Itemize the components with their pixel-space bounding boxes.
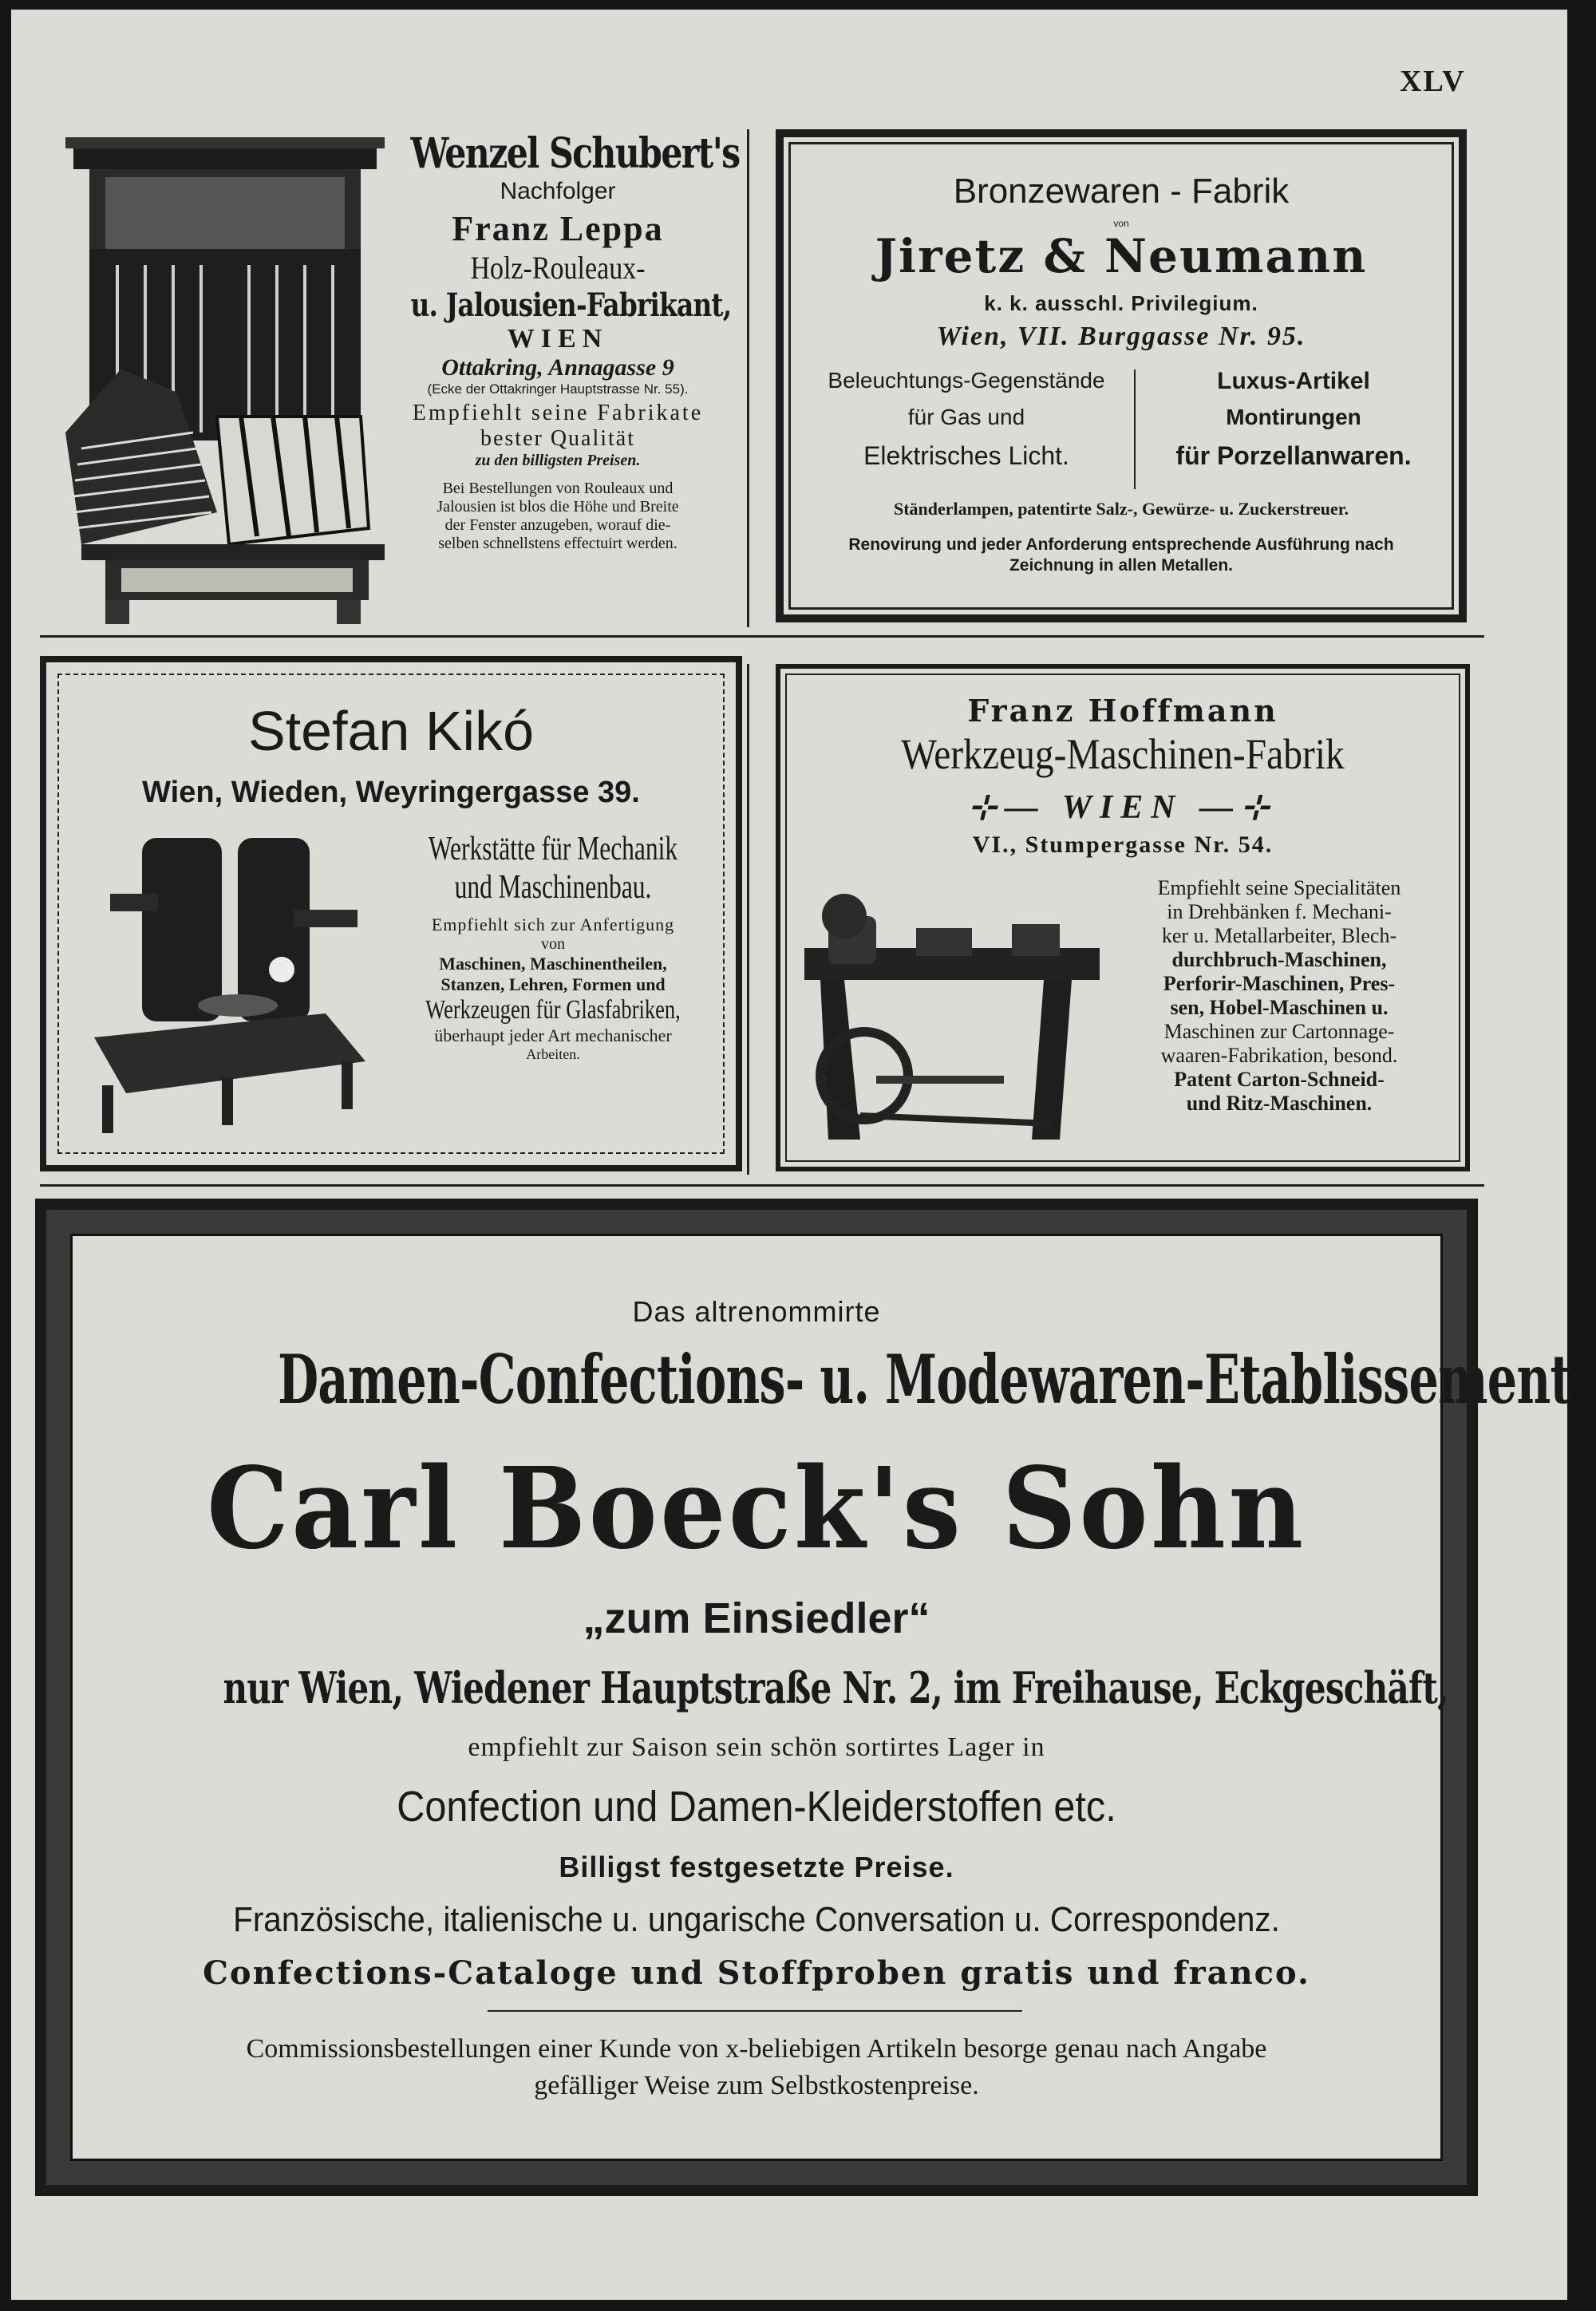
kiko-text	[381, 830, 725, 1063]
jiretz-inner-frame	[788, 142, 1454, 610]
boeck-catalogues: Confections-Cataloge und Stoffproben gratis und franco.	[203, 1954, 1310, 1992]
boeck-inner-panel	[70, 1234, 1572, 2161]
hoffmann-text8: waaren-Fabrikation, besond.	[1160, 1044, 1398, 1067]
schubert-note2: Jalousien ist blos die Höhe und Breite	[437, 498, 679, 516]
schubert-corner: (Ecke der Ottakringer Hauptstrasse Nr. 55).	[427, 381, 689, 397]
hoffmann-text3: ker u. Metallarbeiter, Blech-	[1161, 924, 1397, 947]
jiretz-right1: Luxus-Artikel	[1217, 368, 1370, 394]
boeck-recommend: empfiehlt zur Saison sein schön sortirtes Lager in	[468, 1732, 1045, 1762]
kiko-recommend: Empfiehlt sich zur Anfertigung	[431, 915, 675, 934]
lathe-illustration	[796, 884, 1108, 1156]
schubert-successor: Nachfolger	[500, 178, 616, 204]
jiretz-note2: Zeichnung in allen Metallen.	[1009, 556, 1234, 575]
hoffmann-text6: sen, Hobel-Maschinen u.	[1170, 996, 1389, 1019]
jiretz-right3: für Porzellanwaren.	[1175, 441, 1412, 470]
boeck-commission2: gefälliger Weise zum Selbstkostenpreise.	[534, 2071, 979, 2100]
machine-illustration	[78, 822, 381, 1141]
ad-hoffmann	[776, 664, 1470, 1171]
jiretz-address: Wien, VII. Burggasse Nr. 95.	[936, 322, 1306, 351]
hoffmann-text1: Empfiehlt seine Specialitäten	[1157, 876, 1401, 899]
schubert-product2: u. Jalousien-Fabrikant,	[410, 286, 732, 324]
left-ornament-icon: ⊹—	[968, 789, 1062, 826]
kiko-workshop1: Werkstätte für Mechanik	[428, 831, 678, 867]
schubert-product1: Holz-Rouleaux-	[470, 250, 646, 286]
kiko-address: Wien, Wieden, Weyringergasse 39.	[142, 776, 640, 809]
boeck-establishment: Damen-Confections- u. Modewaren-Etablissement	[278, 1340, 1572, 1419]
section-divider	[40, 635, 1484, 638]
jiretz-column-divider	[1134, 369, 1136, 489]
boeck-languages: Französische, italienische u. ungarische Conversation u. Correspondenz.	[233, 1900, 1280, 1939]
schubert-owner: Franz Leppa	[452, 209, 664, 248]
kiko-name: Stefan Kikó	[248, 700, 534, 762]
boeck-divider	[488, 2010, 1022, 2012]
boeck-commission1: Commissionsbestellungen einer Kunde von x-beliebigen Artikeln besorge genau nach Angabe	[246, 2034, 1267, 2064]
schubert-note4: selben schnellstens effectuirt werden.	[438, 535, 678, 552]
boeck-prices: Billigst festgesetzte Preise.	[559, 1851, 954, 1883]
hoffmann-text5: Perforir-Maschinen, Pres-	[1163, 972, 1396, 995]
page-number: XLV	[1400, 65, 1466, 98]
boeck-name: Carl Boeck's Sohn	[207, 1444, 1306, 1574]
jiretz-left2: für Gas und	[907, 405, 1025, 429]
hoffmann-text2: in Drehbänken f. Mechani-	[1167, 900, 1392, 923]
kiko-items3: Werkzeugen für Glasfabriken,	[425, 995, 681, 1025]
kiko-items5: Arbeiten.	[526, 1046, 580, 1062]
right-ornament-icon: —⊹	[1183, 789, 1278, 826]
hoffmann-text7: Maschinen zur Cartonnage-	[1163, 1020, 1395, 1043]
jiretz-right2: Montirungen	[1226, 405, 1361, 429]
kiko-items2: Stanzen, Lehren, Formen und	[440, 974, 666, 994]
boeck-sign: „zum Einsiedler“	[583, 1594, 930, 1642]
ad-boeck	[35, 1199, 1572, 2196]
column-divider	[747, 129, 749, 627]
schubert-title: Wenzel Schubert's	[410, 129, 740, 178]
schubert-city: WIEN	[507, 324, 609, 354]
page	[11, 10, 1572, 2300]
schubert-text	[378, 129, 740, 553]
jiretz-note1: Renovirung und jeder Anforderung entsprechende Ausführung nach	[848, 535, 1394, 554]
column-divider	[747, 664, 749, 1175]
boeck-goods: Confection und Damen-Kleiderstoffen etc.	[397, 1783, 1116, 1831]
hoffmann-name: Franz Hoffmann	[967, 693, 1278, 729]
schubert-recommend1: Empfiehlt seine Fabrikate	[412, 401, 704, 425]
hoffmann-city	[780, 787, 1465, 827]
ad-kiko	[40, 656, 742, 1171]
kiko-items4: überhaupt jeder Art mechanischer	[434, 1025, 672, 1045]
jiretz-von: von	[1113, 218, 1129, 229]
jiretz-left-column	[807, 368, 1126, 471]
hoffmann-title: Werkzeug-Maschinen-Fabrik	[901, 730, 1345, 778]
hoffmann-text	[1100, 876, 1459, 1116]
schubert-note3: der Fenster anzugeben, worauf die-	[444, 516, 671, 534]
jiretz-title: Bronzewaren - Fabrik	[953, 172, 1290, 211]
boeck-intro: Das altrenommirte	[632, 1295, 881, 1328]
jiretz-privilege: k. k. ausschl. Privilegium.	[984, 291, 1258, 315]
hoffmann-text9: Patent Carton-Schneid-	[1174, 1068, 1385, 1091]
schubert-note1: Bei Bestellungen von Rouleaux und	[442, 480, 674, 497]
hoffmann-address: VI., Stumpergasse Nr. 54.	[972, 832, 1274, 858]
hoffmann-text4: durchbruch-Maschinen,	[1171, 948, 1387, 971]
hoffmann-city-label: WIEN	[1061, 789, 1183, 826]
ad-jiretz	[776, 129, 1467, 622]
kiko-items1: Maschinen, Maschinentheilen,	[439, 954, 667, 974]
boeck-address: nur Wien, Wiedener Hauptstraße Nr. 2, im Freihause, Eckgeschäft,	[223, 1662, 1448, 1713]
jiretz-left3: Elektrisches Licht.	[863, 441, 1069, 470]
jiretz-name: Jiretz & Neumann	[875, 229, 1368, 283]
ad-schubert	[43, 129, 740, 628]
kiko-von: von	[541, 935, 565, 953]
schubert-address: Ottakring, Annagasse 9	[441, 354, 674, 381]
jiretz-right-column	[1142, 368, 1445, 471]
jiretz-left1: Beleuchtungs-Gegenstände	[828, 368, 1105, 393]
schubert-prices: zu den billigsten Preisen.	[475, 452, 641, 469]
schubert-recommend2: bester Qualität	[480, 426, 636, 451]
window-blind-illustration	[57, 129, 401, 624]
kiko-workshop2: und Maschinenbau.	[454, 869, 652, 906]
section-divider	[40, 1184, 1484, 1187]
hoffmann-text10: und Ritz-Maschinen.	[1186, 1092, 1373, 1115]
jiretz-items: Ständerlampen, patentirte Salz-, Gewürze- u. Zuckerstreuer.	[893, 499, 1349, 519]
